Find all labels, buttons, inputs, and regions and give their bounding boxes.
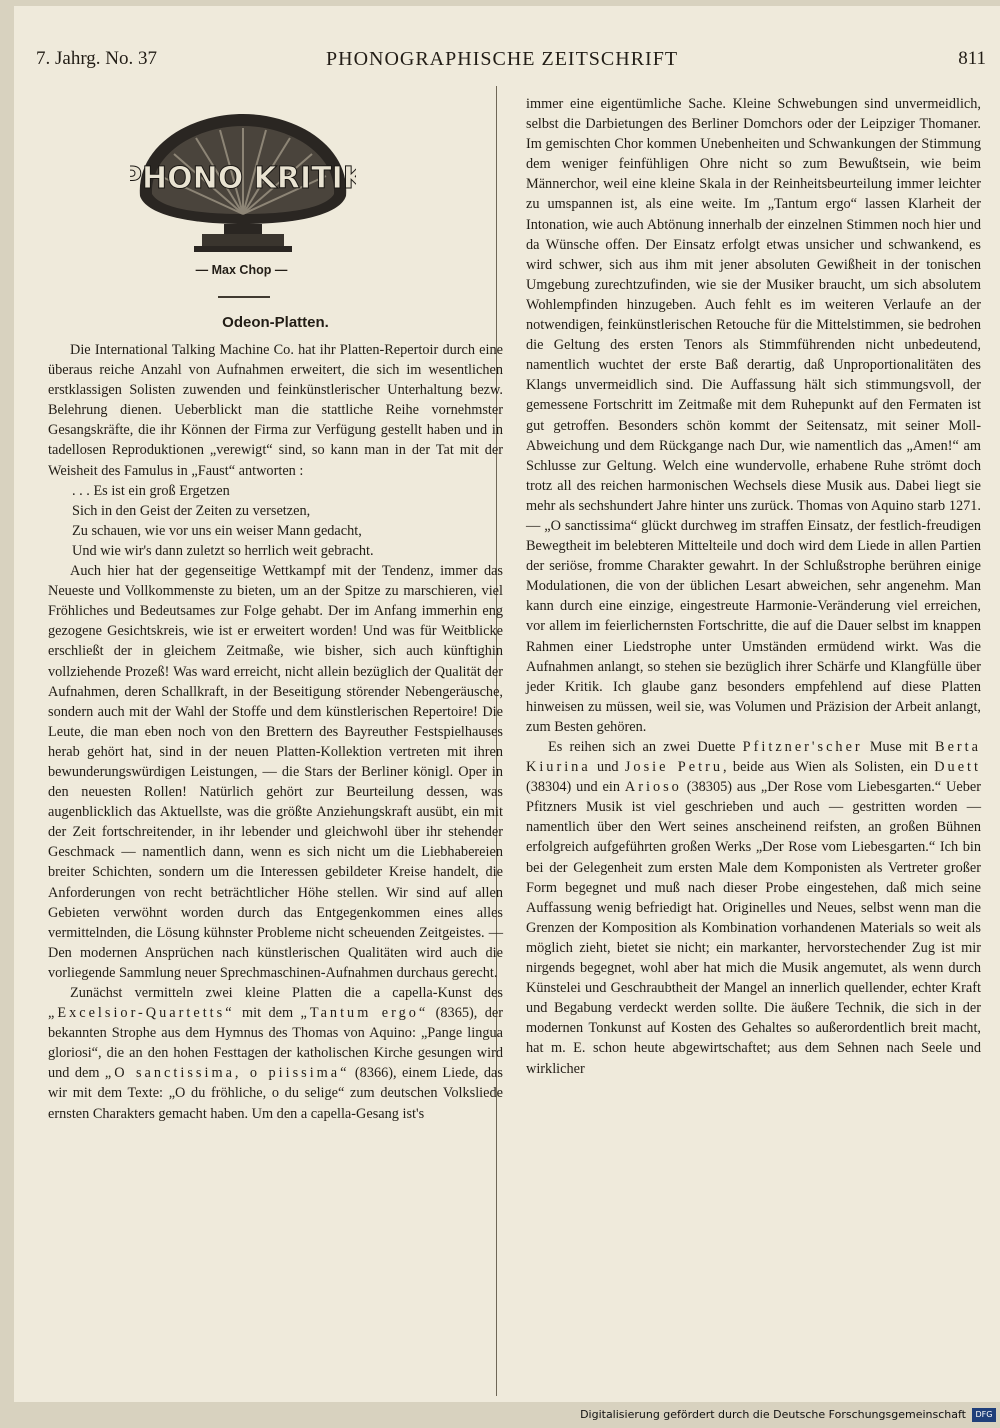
page-number: 811	[958, 48, 986, 69]
text-run: „Tantum ergo“	[300, 1005, 429, 1022]
text-run: Zunächst vermitteln zwei kleine Platten die a capella-Kunst des	[70, 985, 503, 1001]
phono-kritik-logo	[130, 106, 356, 261]
paragraph-competition: Auch hier hat der gegenseitige Wettkampf mit der Tendenz, immer das Neueste und Vollkommenste zu bieten, um an der Spitze zu marschieren, viel Fröhliches und Bedeutsames zur Folge gehabt. Der im Anfang immerhin eng gezogene Gesichtskreis, wie ist er erweitert worden! Und was für Weitblicke erschließt der in gleichem Zeitmaße, wie bisher, sich auch künftighin vollziehende Prozeß! Was ward erreicht, nicht allein bezüglich der Qualität der Aufnahmen, deren Schallkraft, in der Beseitigung störender Nebengeräusche, sondern auch mit der Wahl der Stoffe und dem künstlerischen Repertoire! Die Leute, die man eben noch von den Brettern des Bayreuther Festspielhauses herab gehört hat, sind in der neuen Platten-Kollektion vertreten mit ihren bewunderungswürdigen Leistungen, — die Stars der Berliner königl. Oper in den neuesten Rollen! Natürlich gehört zur Beurteilung dessen, was augenblicklich das Aktuellste, was die größte Anziehungskraft ausübt, ein mit der Zeit fortschreitender, in ihr lebender und gleichwohl über ihr stehender Geschmack — namentlich dann, wenn es sich nicht um die Liebhabereien breiter Schichten, sondern um die Interessen gebildeter Kreise handelt, die Anforderungen von recht beträchtlicher Höhe stellen. Wir sind auf allen Gebieten verwöhnt worden durch das Entgegenkommen eines alles vermittelnden, die Lösung kühnster Probleme nicht scheuenden Zeitgeistes. — Den modernen Ansprüchen nach künstlerischen Qualitäten wird auch die vorliegende Sammlung neuer Sprechmaschinen-Aufnahmen durchaus gerecht.	[48, 563, 503, 981]
verse-line: . . . Es ist ein groß Ergetzen	[72, 482, 230, 499]
text-run: , beide aus Wien als Solisten, ein	[723, 759, 935, 776]
paragraph-intro: Die International Talking Machine Co. hat ihr Platten-Repertoir durch eine überaus reiche Anzahl von Aufnahmen erweitert, die sich im wesentlichen erstklassigen Solisten zuwenden und feinkünstlerischer Unterhaltung bezw. Belehrung dienen. Ueberblickt man die stattliche Reihe vornehmster Gesangskräfte, die ihr Können der Firma zur Verfügung gestellt haben und in tadellosen Reproduktionen „verewigt“ sind, so kann man in der Tat mit der Weisheit des Famulus in „Faust“ antworten :	[48, 342, 503, 479]
issue-label: 7. Jahrg. No. 37	[36, 48, 158, 69]
text-run: „O sanctissima, o piissima“	[104, 1065, 350, 1082]
verse-line: Zu schauen, wie vor uns ein weiser Mann gedacht,	[72, 522, 362, 539]
text-run: (38304) und ein	[526, 779, 625, 796]
paragraph-excelsior	[48, 983, 503, 1124]
text-run: Pfitzner'scher	[742, 739, 863, 755]
text-run: und	[590, 759, 625, 776]
page	[14, 6, 1000, 1402]
faust-quote	[72, 481, 503, 561]
paragraph-a-capella: immer eine eigentümliche Sache. Kleine Schwebungen sind unvermeidlich, selbst die Darbietungen des Berliner Domchors oder der Leipziger Thomaner. Im gemischten Chor kommen Unebenheiten und Schwankungen der Stimmung dem weniger feinfühligen Ohre nicht so zum Bewußtsein, wie beim Männerchor, weil eine kleine Skala in der Reinheitsbeurteilung immer leichter zu umspannen ist, als eine weite. Im „Tantum ergo“ lassen Klarheit der Intonation, wie auch Abtönung innerhalb der einzelnen Stimmen noch hier und da Wünsche offen. Der Einsatz erfolgt etwas unsicher und schwankend, es wird schwer, sich aus ihm mit jener absoluten Gewißheit in der tonischen Umgebung zurechtzufinden, wie sie der Musiker braucht, um sich absolutem Wohlempfinden hinzugeben. Auch fehlt es im weiteren Verlaufe an der notwendigen, feinkünstlerischen Retouche für die Mittelstimmen, sie bedrohen die Geltung des ersten Tenors als Stimmführenden nicht unbedeutend, namentlich wuchtet der erste Baß derartig, daß Unproportionalitäten des Klangs unvermeidlich sind. Die Auffassung hält sich stimmungsvoll, der gemessene Fortschritt im Zeitmaße mit dem Ruhepunkt auf den Fermaten ist gut getroffen. Besonders schön kommt der Seitensatz, mit seiner Moll-Abweichung und dem Rückgange nach Dur, wie namentlich das „Amen!“ am Schlusse zur Geltung. Welch eine wundervolle, erhabene Ruhe strömt doch trotz all des reichen harmonischen Wechsels diese Musik aus. Dabei liegt sie mehr als sechshundert Jahre hinter uns zurück. Thomas von Aquino starb 1271. — „O sanctissima“ glückt durchweg im straffen Einsatz, der festlich-freudigen Bewegtheit im belebteren Mittelteile und doch wird dem Liede in allen Partien der seriöse, fromme Charakter gewahrt. In der Schlußstrophe berühren einige Modulationen, die von der üblichen Lesart abweichen, sehr angenehm. Man kann durch eine einzige, eingestreute Harmonie-Veränderung viel erreichen, vor allem im feierlichernsten Fortschritte, die auf die Dauer selbst im knappen Rahmen einer Liedstrophe unter Umständen ermüdend wirkt. Was die Aufnahmen anlangt, so stehen sie bezüglich ihrer Schärfe und Klangfülle über jeder Kritik. Ich glaube ganz besonders empfehlend auf diese Platten hinweisen zu müssen, weil sie, was Volumen und Präzision der Arbeit anlangt, zum Besten gehören.	[526, 96, 981, 735]
logo-text: PHONO KRITIK	[130, 161, 356, 196]
paragraph-pfitzner	[526, 737, 981, 1079]
text-run: „Excelsior-Quartetts“	[48, 1005, 235, 1022]
dfg-logo-icon: DFG	[972, 1408, 996, 1422]
journal-title: PHONOGRAPHISCHE ZEITSCHRIFT	[326, 48, 679, 70]
text-run: (8366), einem Liede, das wir mit dem Texte: „O du fröhliche, o du selige“ zum deutschen Volksliede ernsten Charakters gemacht haben. Um den a capella-Gesang ist's	[48, 1065, 503, 1122]
text-run: (38305) aus „Der Rose vom Liebesgarten.“ Ueber Pfitzners Musik ist viel geschrieben und auch — gestritten worden — namentlich über den Wert seines anscheinend reifsten, an großen Bühnen erfolgreich aufgeführten großen Werks „Der Rose vom Liebesgarten.“ Ich bin bei der Gelegenheit zum ersten Male dem Komponisten als Vertreter großer Form begegnet und muß nach dieser Probe eingestehen, daß mich seine Auffassung wenig befriedigt hat. Originelles und Neues, selbst wenn man die Grenzen der Komposition als Kombination vorhandenen Materials so weit als möglich zieht, bietet sie nicht; ein markanter, hervorstechender Zug ist mir nirgends begegnet, wohl aber hat mich die Musik angemutet, als wenn durch Künstelei und Geschraubtheit der Mangel an innerlich quellender, echter Kraft und Begabung verdeckt werden sollte. Die äußere Technik, die sich in der modernen Tonkunst auf Kosten des Gehaltes so außerordentlich breit macht, hat m. E. schon heute abgewirtschaftet; aus dem Sehnen nach Seele und wirklicher	[526, 779, 981, 1077]
text-run: mit dem	[234, 1005, 301, 1022]
article-headline: Odeon-Platten.	[222, 314, 329, 331]
page-header	[36, 48, 986, 78]
digitization-footer	[0, 1404, 1000, 1428]
right-column	[526, 94, 981, 1079]
text-run: Arioso	[624, 779, 682, 796]
author-byline: — Max Chop —	[195, 263, 288, 277]
byline-rule	[218, 296, 270, 298]
verse-line: Sich in den Geist der Zeiten zu versetzen,	[72, 502, 311, 519]
text-run: Josie Petru	[624, 759, 723, 776]
text-run: Duett	[934, 759, 981, 776]
text-run: Berta Kiurina	[526, 739, 981, 776]
text-run: (8365), der bekannten Strophe aus dem Hymnus des Thomas von Aquino: „Pange lingua gloriosi“, die an den hohen Festtagen der katholischen Kirche gesungen wird und dem	[48, 1005, 504, 1082]
left-column	[48, 314, 503, 1124]
funding-credit: Digitalisierung gefördert durch die Deutsche Forschungsgemeinschaft	[580, 1408, 966, 1421]
text-run: Es reihen sich an zwei Duette	[548, 739, 743, 755]
verse-line: Und wie wir's dann zuletzt so herrlich weit gebracht.	[72, 542, 374, 559]
text-run: Muse mit	[862, 739, 936, 755]
